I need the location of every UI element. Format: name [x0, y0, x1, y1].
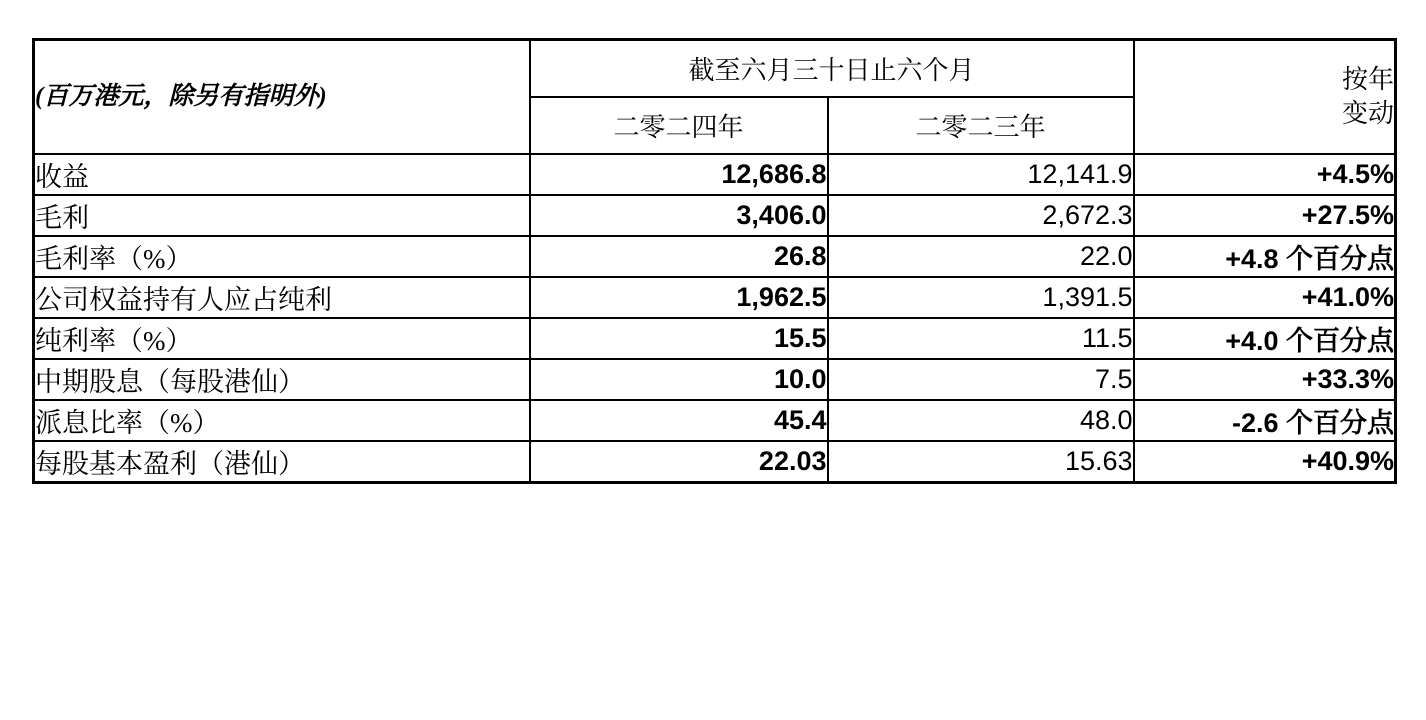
row-value-change — [1134, 195, 1396, 236]
financial-summary-table-wrapper — [32, 38, 1394, 484]
row-value-prior: 15.63 — [828, 441, 1134, 483]
table-row — [34, 359, 1396, 400]
header-year-prior: 二零二三年 — [828, 97, 1134, 154]
row-value-prior: 7.5 — [828, 359, 1134, 400]
row-label: 纯利率（%） — [34, 318, 530, 359]
row-label: 收益 — [34, 154, 530, 195]
table-row — [34, 236, 1396, 277]
row-value-prior: 1,391.5 — [828, 277, 1134, 318]
header-yoy-change-line1: 按年 — [1342, 65, 1395, 95]
row-value-current: 26.8 — [530, 236, 828, 277]
row-value-current: 3,406.0 — [530, 195, 828, 236]
row-value-change — [1134, 441, 1396, 483]
table-row — [34, 400, 1396, 441]
row-change-unit: 个百分点 — [1286, 244, 1395, 274]
row-value-current: 12,686.8 — [530, 154, 828, 195]
header-yoy-change-line2: 变动 — [1342, 99, 1395, 128]
row-value-change — [1134, 154, 1396, 195]
row-change-value: +4.0 — [1225, 326, 1279, 356]
table-row — [34, 318, 1396, 359]
row-change-unit: 个百分点 — [1286, 408, 1395, 438]
row-value-prior: 22.0 — [828, 236, 1134, 277]
row-value-prior: 48.0 — [828, 400, 1134, 441]
header-period: 截至六月三十日止六个月 — [530, 40, 1134, 98]
row-value-prior: 12,141.9 — [828, 154, 1134, 195]
row-change-unit: 个百分点 — [1286, 326, 1395, 356]
table-row — [34, 277, 1396, 318]
row-change-value: -2.6 — [1231, 408, 1279, 438]
row-value-current: 10.0 — [530, 359, 828, 400]
row-label: 中期股息（每股港仙） — [34, 359, 530, 400]
table-header — [34, 40, 1396, 155]
row-label: 公司权益持有人应占纯利 — [34, 277, 530, 318]
row-change-value: +41.0% — [1301, 282, 1395, 312]
row-value-prior: 2,672.3 — [828, 195, 1134, 236]
row-label: 毛利率（%） — [34, 236, 530, 277]
row-value-change — [1134, 318, 1396, 359]
row-label: 每股基本盈利（港仙） — [34, 441, 530, 483]
financial-summary-table — [32, 38, 1397, 484]
row-label: 毛利 — [34, 195, 530, 236]
row-value-change — [1134, 400, 1396, 441]
row-value-current: 22.03 — [530, 441, 828, 483]
row-value-current: 1,962.5 — [530, 277, 828, 318]
table-row — [34, 154, 1396, 195]
row-value-prior: 11.5 — [828, 318, 1134, 359]
table-row — [34, 441, 1396, 483]
row-change-value: +4.5% — [1316, 159, 1395, 189]
table-header-row-1 — [34, 40, 1396, 98]
row-value-change — [1134, 236, 1396, 277]
header-year-current: 二零二四年 — [530, 97, 828, 154]
header-units-note: (百万港元，除另有指明外) — [34, 40, 530, 155]
table-row — [34, 195, 1396, 236]
row-change-value: +4.8 — [1225, 244, 1279, 274]
row-value-change — [1134, 359, 1396, 400]
row-value-current: 45.4 — [530, 400, 828, 441]
row-label: 派息比率（%） — [34, 400, 530, 441]
table-body — [34, 154, 1396, 483]
row-change-value: +33.3% — [1301, 364, 1395, 394]
row-value-current: 15.5 — [530, 318, 828, 359]
row-change-value: +40.9% — [1301, 446, 1395, 476]
row-value-change — [1134, 277, 1396, 318]
row-change-value: +27.5% — [1301, 200, 1395, 230]
header-yoy-change — [1134, 40, 1396, 155]
